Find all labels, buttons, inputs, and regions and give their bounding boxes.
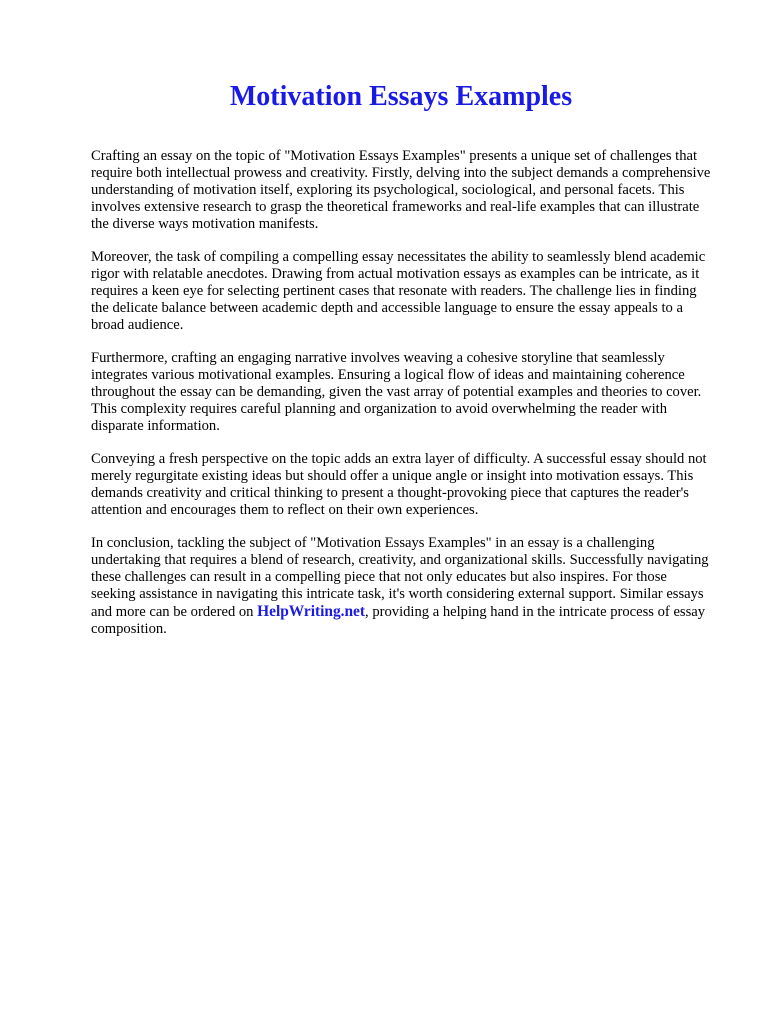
helpwriting-link[interactable]: HelpWriting.net (257, 603, 366, 620)
paragraph-3: Furthermore, crafting an engaging narrative involves weaving a cohesive storyline that seamlessly integrates various motivational examples. Ensuring a logical flow of ideas and maintaining coherence throughout the essay can be demanding, given the vast array of potential examples and theories to cover. This complexity requires careful planning and organization to avoid overwhelming the reader with disparate information. (91, 350, 702, 434)
document-title: Motivation Essays Examples (229, 81, 573, 112)
conclusion-text-after-link: , providing a helping hand in the intricate process of essay composition. (91, 604, 706, 637)
paragraph-1: Crafting an essay on the topic of "Motivation Essays Examples" presents a unique set of challenges that require both intellectual prowess and creativity. Firstly, delving into the subject demands a comprehensive understanding of motivation itself, exploring its psychological, sociological, and personal facets. This involves extensive research to grasp the theoretical frameworks and real-life examples that can illustrate the diverse ways motivation manifests. (91, 148, 711, 232)
paragraph-conclusion (91, 535, 711, 638)
paragraph-2: Moreover, the task of compiling a compelling essay necessitates the ability to seamlessly blend academic rigor with relatable anecdotes. Drawing from actual motivation essays as examples can be intricate, as it requires a keen eye for selecting pertinent cases that resonate with readers. The challenge lies in finding the delicate balance between academic depth and accessible language to ensure the essay appeals to a broad audience. (91, 249, 706, 333)
document-page (91, 80, 711, 654)
paragraph-4: Conveying a fresh perspective on the topic adds an extra layer of difficulty. A successful essay should not merely regurgitate existing ideas but should offer a unique angle or insight into motivation essays. This demands creativity and critical thinking to present a thought-provoking piece that captures the reader's attention and encourages them to reflect on their own experiences. (91, 451, 707, 518)
conclusion-text-before-link: In conclusion, tackling the subject of "Motivation Essays Examples" in an essay is a challenging undertaking that requires a blend of research, creativity, and organizational skills. Successfully navigating these challenges can result in a compelling piece that not only educates but also inspires. For those seeking assistance in navigating this intricate task, it's worth considering external support. Similar essays and more can be ordered on (91, 535, 709, 620)
